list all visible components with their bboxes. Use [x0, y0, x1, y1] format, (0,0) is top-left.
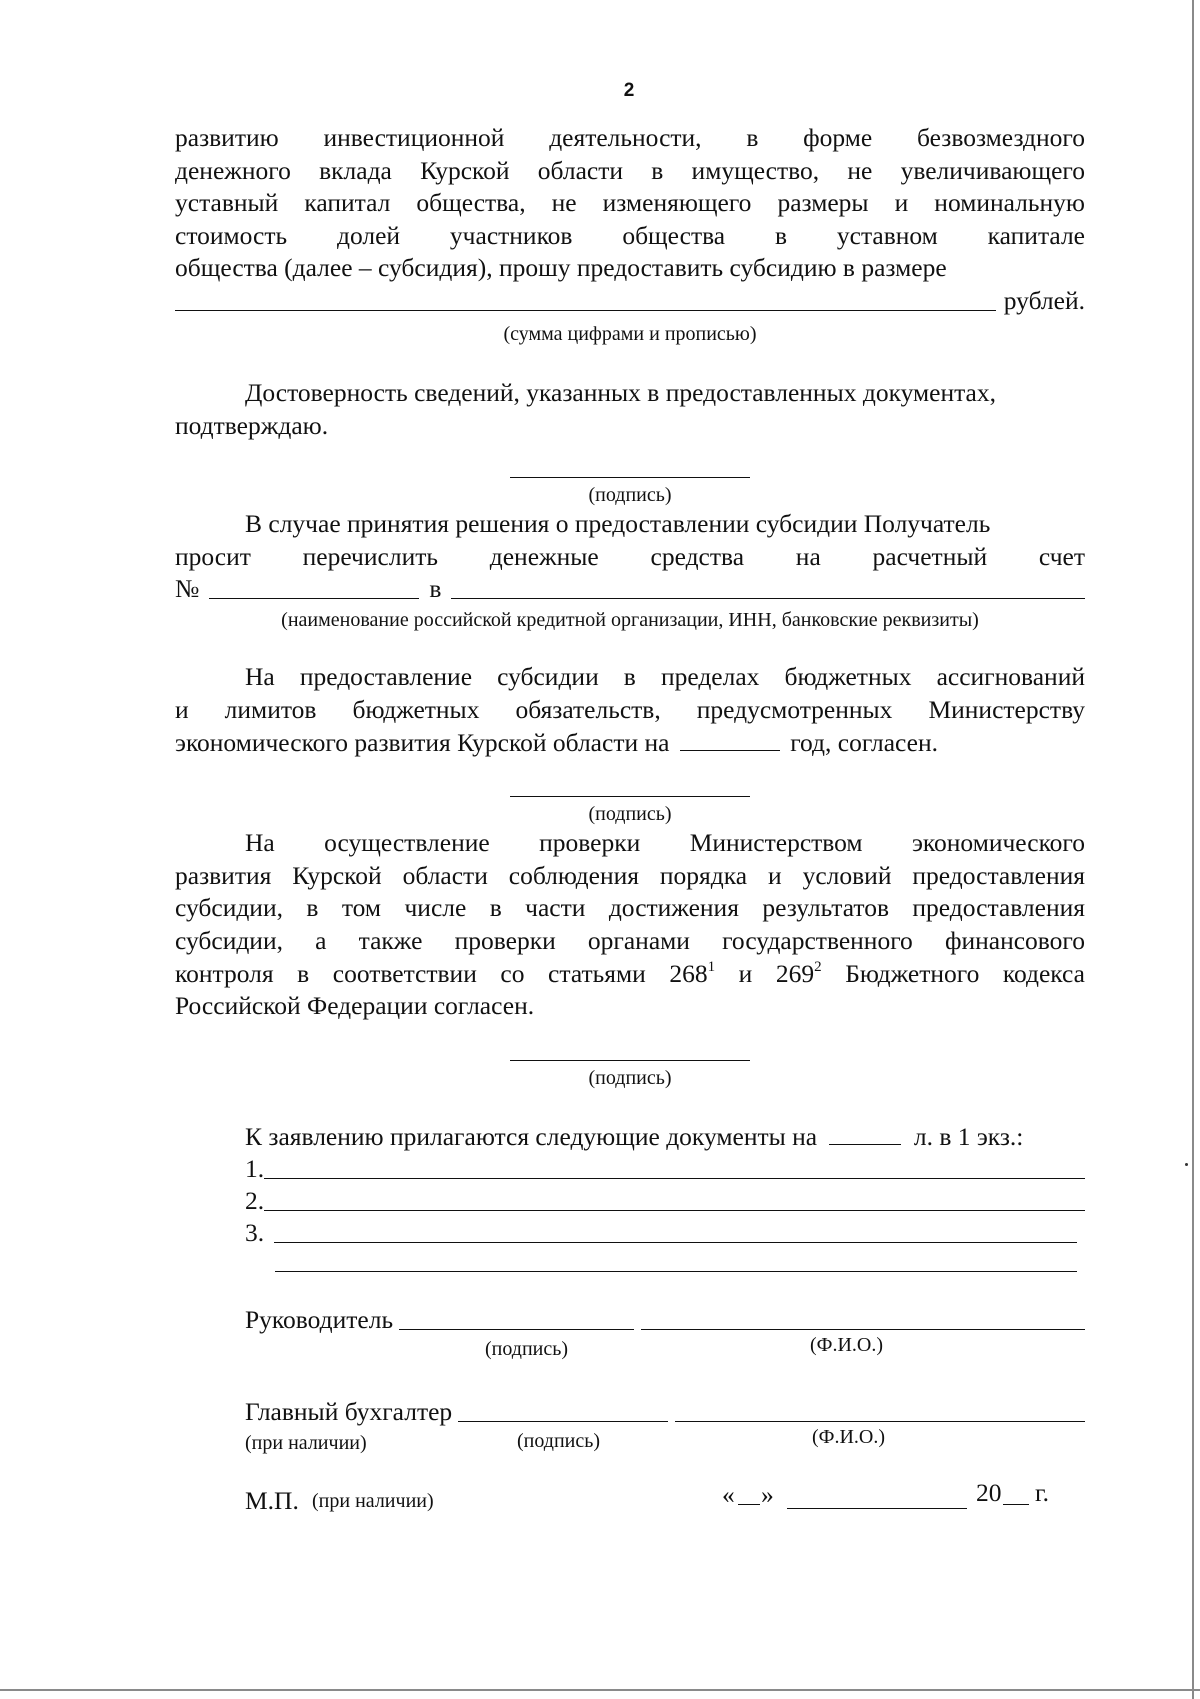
bank-caption: (наименование российской кредитной организации, ИНН, банковские реквизиты) — [281, 609, 979, 632]
stamp-note: (при наличии) — [312, 1490, 434, 1513]
stamp-label: М.П. — [245, 1486, 299, 1516]
accountant-row — [245, 1396, 1085, 1428]
attachment-row — [245, 1217, 1085, 1249]
text-line: общества (далее – субсидия), прошу предоставить субсидию в размере — [175, 253, 947, 283]
year-field[interactable] — [680, 728, 780, 751]
document-body — [175, 122, 1085, 1518]
text-line — [175, 958, 1085, 991]
text-fragment: год, согласен. — [790, 727, 939, 757]
superscript: 1 — [707, 958, 716, 975]
pages-count-field[interactable] — [829, 1122, 901, 1145]
text-line: развития Курской области соблюдения порядка и условий предоставления — [175, 860, 1085, 890]
text-fragment: контроля в соответствии со статьями 268 — [175, 958, 708, 988]
number-sign: № — [175, 574, 200, 604]
sum-field[interactable] — [175, 288, 996, 311]
attachment-row — [245, 1249, 1085, 1278]
date-close-quote: » — [761, 1480, 774, 1510]
bank-field[interactable] — [451, 576, 1085, 599]
attachment-row — [245, 1153, 1085, 1185]
inspection-consent-paragraph — [175, 827, 1085, 1091]
text-line: и лимитов бюджетных обязательств, предусмотренных Министерству — [175, 694, 1085, 724]
text-fragment: К заявлению прилагаются следующие документы на — [245, 1121, 818, 1151]
signature-field[interactable] — [510, 795, 750, 797]
accountant-signature-caption: (подпись) — [517, 1430, 601, 1453]
attachments-intro — [245, 1121, 1085, 1154]
attachment-row — [245, 1185, 1085, 1217]
attachment-field[interactable] — [274, 1220, 1077, 1243]
signatures-section — [175, 1304, 1085, 1518]
scan-dot — [1185, 1163, 1188, 1166]
account-number-field[interactable] — [209, 576, 419, 599]
reliability-paragraph — [175, 377, 1085, 508]
text-line — [175, 727, 1085, 760]
text-line: субсидии, а также проверки органами государственного финансового — [175, 925, 1085, 955]
signature-field[interactable] — [510, 1059, 750, 1061]
page-edge-bottom — [0, 1689, 1200, 1691]
signature-caption: (подпись) — [588, 1066, 672, 1089]
signature-caption: (подпись) — [588, 484, 672, 507]
accountant-signature-field[interactable] — [458, 1399, 668, 1422]
text-line: подтверждаю. — [175, 410, 329, 440]
head-signature-caption: (подпись) — [485, 1338, 569, 1361]
date-year-prefix: 20 — [976, 1478, 1002, 1508]
text-line: Достоверность сведений, указанных в предоставленных документах, — [245, 377, 997, 407]
text-line: В случае принятия решения о предоставлении субсидии Получатель — [245, 509, 991, 539]
attachment-number: 1. — [245, 1154, 265, 1184]
rubles-label: рублей. — [1003, 285, 1085, 315]
text-line: денежного вклада Курской области в имущество, не увеличивающего — [175, 155, 1085, 185]
attachment-field[interactable] — [264, 1156, 1085, 1179]
page-edge-right — [1192, 0, 1194, 1699]
transfer-paragraph — [175, 508, 1085, 633]
budget-consent-paragraph — [175, 661, 1085, 827]
page-number: 2 — [623, 80, 635, 101]
head-name-caption: (Ф.И.О.) — [810, 1334, 884, 1357]
text-line: уставный капитал общества, не изменяющего размеры и номинальную — [175, 188, 1085, 218]
text-line: просит перечислить денежные средства на расчетный счет — [175, 541, 1085, 571]
subsidy-request-paragraph — [175, 122, 1085, 347]
date-open-quote: « — [722, 1480, 735, 1510]
head-name-field[interactable] — [641, 1307, 1085, 1330]
text-line: субсидии, в том числе в части достижения результатов предоставления — [175, 893, 1085, 923]
text-fragment: экономического развития Курской области на — [175, 727, 670, 757]
text-line: развитию инвестиционной деятельности, в форме безвозмездного — [175, 123, 1085, 152]
attachments-section — [175, 1121, 1085, 1279]
attachment-field[interactable] — [275, 1249, 1077, 1272]
account-row — [175, 573, 1085, 605]
text-line: На предоставление субсидии в пределах бюджетных ассигнований — [245, 662, 1085, 692]
in-label: в — [429, 574, 442, 604]
signature-field[interactable] — [510, 476, 750, 478]
text-fragment: Бюджетного кодекса — [845, 958, 1085, 988]
accountant-label: Главный бухгалтер — [245, 1397, 453, 1427]
signature-caption: (подпись) — [588, 803, 672, 826]
text-line: На осуществление проверки Министерством экономического — [245, 828, 1085, 858]
stamp-date-row — [245, 1478, 1085, 1518]
attachment-field[interactable] — [264, 1188, 1085, 1211]
attachment-number: 3. — [245, 1218, 265, 1248]
date-day-field[interactable] — [738, 1482, 760, 1505]
head-signature-field[interactable] — [399, 1307, 634, 1330]
sum-caption: (сумма цифрами и прописью) — [503, 322, 757, 345]
accountant-name-field[interactable] — [675, 1399, 1085, 1422]
text-fragment: л. в 1 экз.: — [913, 1121, 1024, 1151]
attachment-number: 2. — [245, 1186, 265, 1216]
date-year-suffix: г. — [1035, 1478, 1049, 1508]
text-fragment: и 269 — [738, 958, 815, 988]
date-month-field[interactable] — [787, 1486, 967, 1509]
accountant-name-caption: (Ф.И.О.) — [812, 1426, 886, 1449]
accountant-note: (при наличии) — [245, 1432, 367, 1455]
date-year-field[interactable] — [1003, 1482, 1029, 1505]
sum-row — [175, 285, 1085, 317]
head-label: Руководитель — [245, 1305, 394, 1335]
text-line: Российской Федерации согласен. — [175, 991, 535, 1021]
head-row — [245, 1304, 1085, 1336]
superscript: 2 — [814, 958, 822, 975]
text-line: стоимость долей участников общества в уставном капитале — [175, 220, 1085, 250]
